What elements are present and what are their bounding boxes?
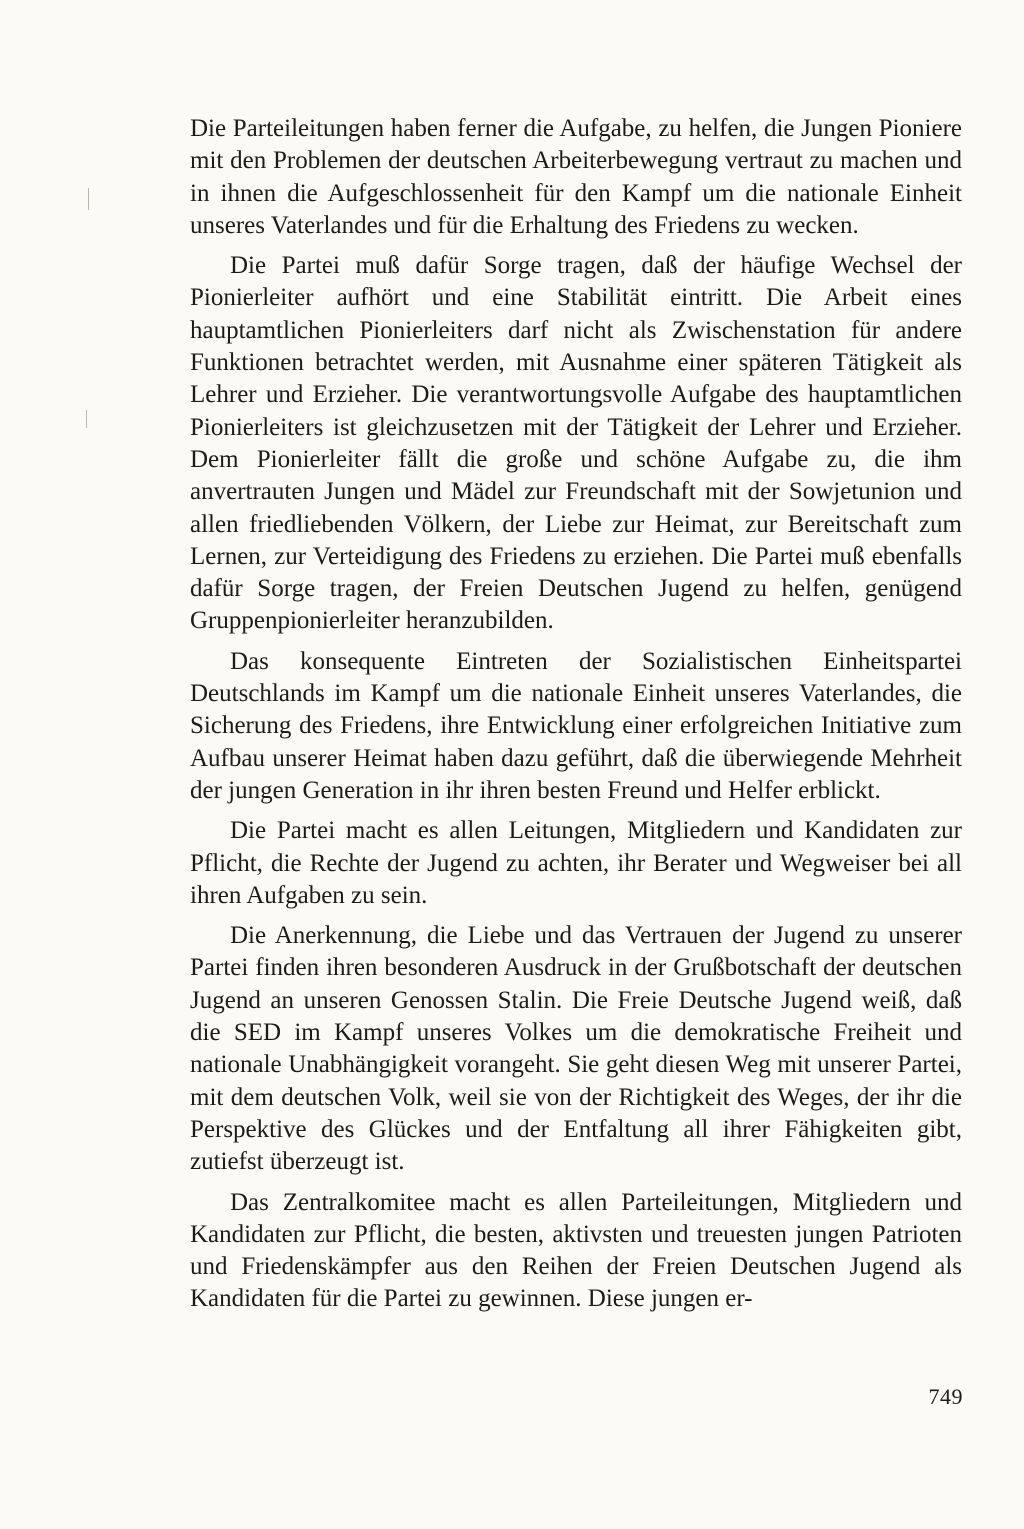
paragraph-5: Die Anerkennung, die Liebe und das Vertrauen der Jugend zu unserer Partei finden ihren besonderen Ausdruck in der Grußbotschaft der deutschen Jugend an unseren Genossen Stalin. Die Freie Deutsche Jugend weiß, daß die SED im Kampf unseres Volkes um die demokratische Freiheit und nationale Unabhängigkeit vorangeht. Sie geht diesen Weg mit unserer Partei, mit dem deutschen Volk, weil sie von der Richtigkeit des Weges, der ihr die Perspektive des Glückes und der Entfaltung all ihrer Fähigkeiten gibt, zutiefst überzeugt ist. xyxy=(190,922,962,1176)
margin-mark xyxy=(86,410,87,428)
paragraph-3: Das konsequente Eintreten der Sozialistischen Einheitspartei Deutschlands im Kampf um die nationale Einheit unseres Vaterlandes, die Sicherung des Friedens, ihre Entwicklung einer erfolgreichen Initiative zum Aufbau unserer Heimat haben dazu geführt, daß die überwiegende Mehrheit der jungen Generation in ihr ihren besten Freund und Helfer erblickt. xyxy=(190,647,962,804)
paragraph-4: Die Partei macht es allen Leitungen, Mitgliedern und Kandidaten zur Pflicht, die Rechte der Jugend zu achten, ihr Berater und Wegweiser bei all ihren Aufgaben zu sein. xyxy=(190,817,962,909)
body-text xyxy=(190,113,962,1316)
paragraph-1: Die Parteileitungen haben ferner die Aufgabe, zu helfen, die Jungen Pioniere mit den Problemen der deutschen Arbeiterbewegung vertraut zu machen und in ihnen die Aufgeschlossenheit für den Kampf um die nationale Einheit unseres Vaterlandes und für die Erhaltung des Friedens zu wecken. xyxy=(190,115,962,239)
margin-mark xyxy=(88,188,89,210)
paragraph-2: Die Partei muß dafür Sorge tragen, daß der häufige Wechsel der Pionierleiter aufhört und eine Stabilität eintritt. Die Arbeit eines hauptamtlichen Pionierleiters darf nicht als Zwischenstation für andere Funktionen betrachtet werden, mit Ausnahme einer späteren Tätigkeit als Lehrer und Erzieher. Die verantwortungsvolle Aufgabe des hauptamtlichen Pionierleiters ist gleichzusetzen mit der Tätigkeit der Lehrer und Erzieher. Dem Pionierleiter fällt die große und schöne Aufgabe zu, die ihm anvertrauten Jungen und Mädel zur Freundschaft mit der Sowjetunion und allen friedliebenden Völkern, der Liebe zur Heimat, zur Bereitschaft zum Lernen, zur Verteidigung des Friedens zu erziehen. Die Partei muß ebenfalls dafür Sorge tragen, der Freien Deutschen Jugend zu helfen, genügend Gruppenpionierleiter heranzubilden. xyxy=(190,252,962,635)
paragraph-6: Das Zentralkomitee macht es allen Parteileitungen, Mitgliedern und Kandidaten zur Pflicht, die besten, aktivsten und treuesten jungen Patrioten und Friedenskämpfer aus den Reihen der Freien Deutschen Jugend als Kandidaten für die Partei zu gewinnen. Diese jungen er- xyxy=(190,1188,962,1313)
page-number: 749 xyxy=(928,1384,963,1409)
